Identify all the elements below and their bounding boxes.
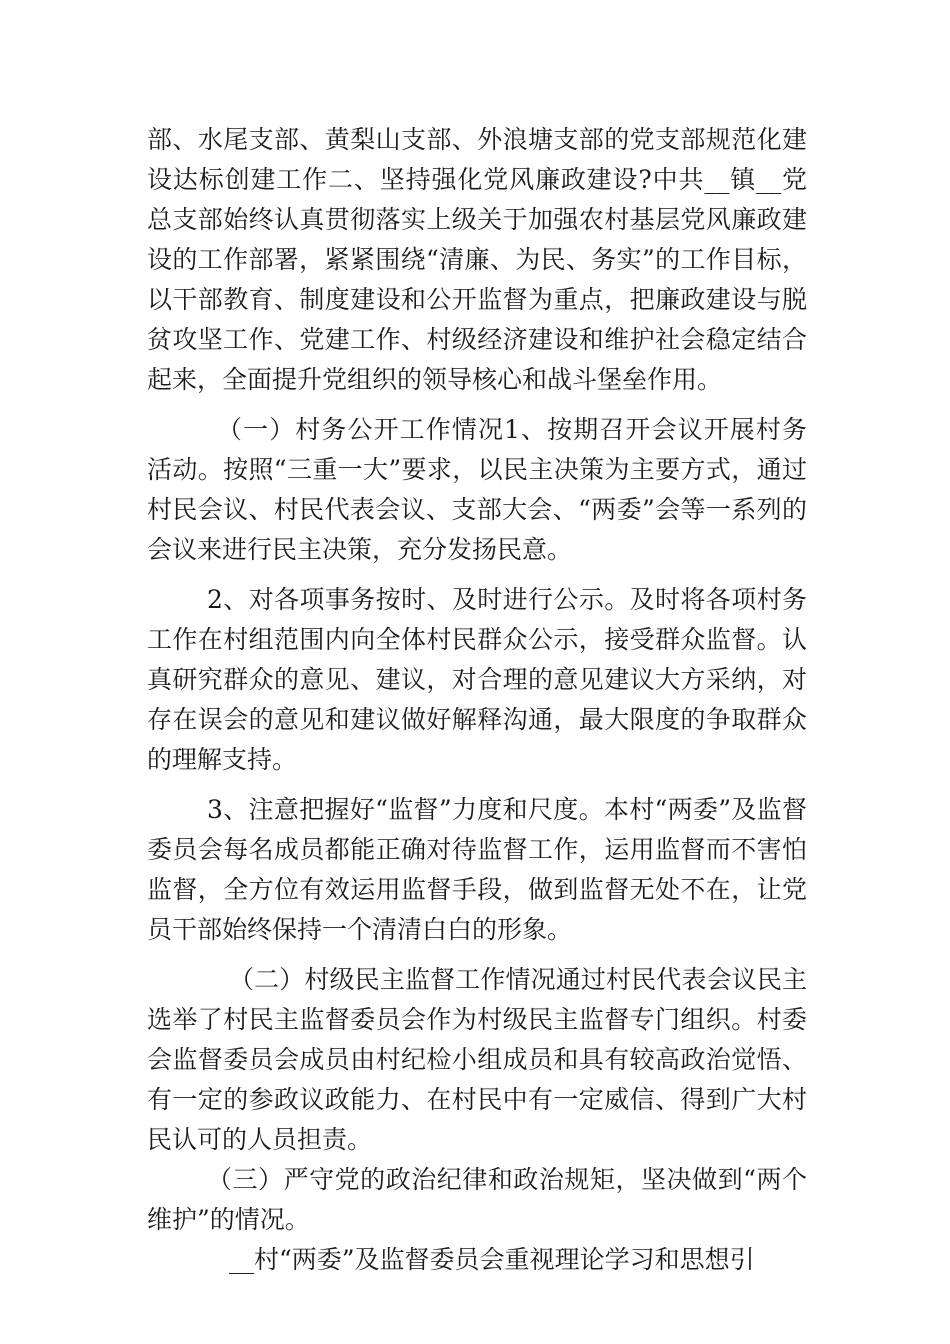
paragraph-supervision-strength: 3、注意把握好“监督”力度和尺度。本村“两委”及监督委员会每名成员都能正确对待监督工作，运用监督而不害怕监督，全方位有效运用监督手段，做到监督无处不在，让党员干部始终保持一个清清白白的形象。 xyxy=(147,795,807,944)
paragraph-democratic-supervision: （二）村级民主监督工作情况通过村民代表会议民主选举了村民主监督委员会作为村级民主监督专门组织。村委会监督委员会成员由村纪检小组成员和具有较高政治觉悟、有一定的参政议政能力、在村民中有一定威信、得到广大村民认可的人员担责。 xyxy=(147,965,807,1154)
paragraph-political-discipline: （三）严守党的政治纪律和政治规矩，坚决做到“两个维护”的情况。 xyxy=(147,1165,807,1234)
document-body xyxy=(147,120,807,1280)
paragraph-village-affairs-disclosure: （一）村务公开工作情况1、按期召开会议开展村务活动。按照“三重一大”要求，以民主决策为主要方式，通过村民会议、村民代表会议、支部大会、“两委”会等一系列的会议来进行民主决策，充分发扬民意。 xyxy=(147,415,807,564)
paragraph-theory-study: __村“两委”及监督委员会重视理论学习和思想引 xyxy=(229,1245,755,1274)
paragraph-public-notice: 2、对各项事务按时、及时进行公示。及时将各项村务工作在村组范围内向全体村民群众公示，接受群众监督。认真研究群众的意见、建议，对合理的意见建议大方采纳，对存在误会的意见和建议做好解释沟通，最大限度的争取群众的理解支持。 xyxy=(147,585,807,774)
paragraph-party-building: 部、水尾支部、黄梨山支部、外浪塘支部的党支部规范化建设达标创建工作二、坚持强化党风廉政建设?中共__镇__党总支部始终认真贯彻落实上级关于加强农村基层党风廉政建设的工作部署，紧紧围绕“清廉、为民、务实”的工作目标，以干部教育、制度建设和公开监督为重点，把廉政建设与脱贫攻坚工作、党建工作、村级经济建设和维护社会稳定结合起来，全面提升党组织的领导核心和战斗堡垒作用。 xyxy=(147,125,807,394)
